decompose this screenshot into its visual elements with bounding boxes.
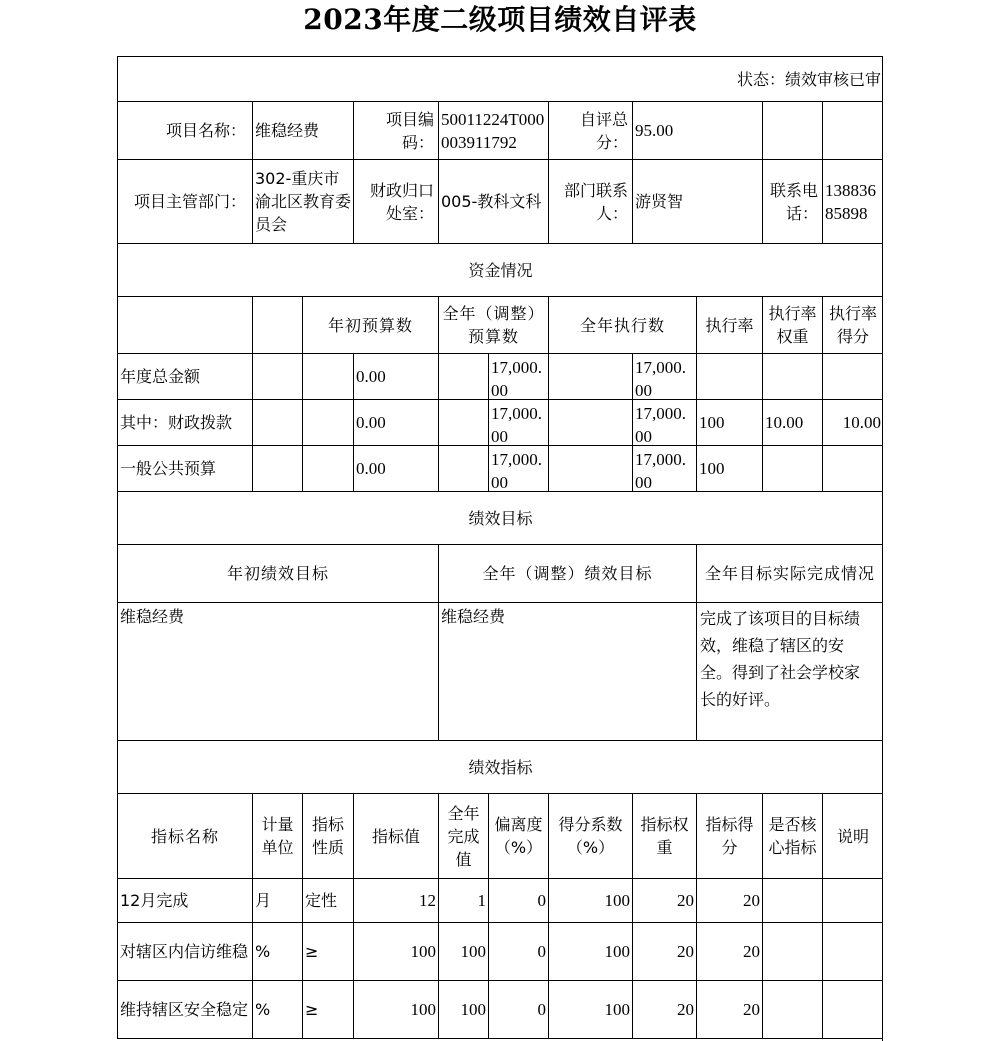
contact-label: 部门联系人：: [548, 159, 632, 243]
ind-name: 12月完成: [117, 878, 252, 922]
funds-initial: 0.00: [353, 445, 438, 491]
ind-coef: 100: [548, 878, 632, 922]
goals-header-actual: 全年目标实际完成情况: [696, 544, 883, 602]
funds-initial: 0.00: [353, 353, 438, 399]
ind-score: 20: [696, 878, 762, 922]
ind-header-note: 说明: [822, 793, 883, 878]
ind-weight: 20: [632, 878, 696, 922]
project-name-value: 维稳经费: [252, 101, 353, 159]
ind-note: [822, 922, 883, 980]
ind-header-name: 指标名称: [117, 793, 252, 878]
funds-initial: 0.00: [353, 399, 438, 445]
empty-cell: [302, 445, 353, 491]
ind-score: 20: [696, 922, 762, 980]
empty-cell: [762, 101, 822, 159]
funds-header-rate: 执行率: [696, 296, 762, 353]
dept-value: 302-重庆市渝北区教育委员会: [252, 159, 353, 243]
indicators-section-title: 绩效指标: [117, 740, 883, 793]
finance-value: 005-教科文科: [438, 159, 548, 243]
funds-adjusted: 17,000.00: [488, 445, 548, 491]
empty-cell: [302, 399, 353, 445]
funds-header-initial: 年初预算数: [302, 296, 438, 353]
ind-header-core: 是否核心指标: [762, 793, 822, 878]
dept-label: 项目主管部门：: [117, 159, 252, 243]
empty-cell: [822, 101, 883, 159]
project-code-value: 50011224T000003911792: [438, 101, 548, 159]
ind-nature: ≥: [302, 980, 353, 1038]
funds-header-score: 执行率得分: [822, 296, 883, 353]
ind-dev: 0: [488, 980, 548, 1038]
ind-dev: 0: [488, 922, 548, 980]
ind-nature: ≥: [302, 922, 353, 980]
empty-cell: [548, 445, 632, 491]
funds-weight: [762, 445, 822, 491]
phone-label: 联系电话：: [762, 159, 822, 243]
funds-header-weight: 执行率权重: [762, 296, 822, 353]
ind-coef: 100: [548, 980, 632, 1038]
ind-note: [822, 980, 883, 1038]
ind-unit: %: [252, 922, 302, 980]
empty-cell: [117, 296, 252, 353]
ind-weight: 20: [632, 922, 696, 980]
ind-coef: 100: [548, 922, 632, 980]
empty-cell: [252, 445, 302, 491]
score-label: 自评总分：: [548, 101, 632, 159]
ind-header-unit: 计量单位: [252, 793, 302, 878]
finance-label: 财政归口处室：: [353, 159, 438, 243]
table-bottom-border: [117, 1038, 883, 1039]
ind-header-dev: 偏离度（%）: [488, 793, 548, 878]
contact-value: 游贤智: [632, 159, 762, 243]
status-text: 状态：绩效审核已审: [117, 56, 883, 101]
ind-done: 1: [438, 878, 488, 922]
page-title: 2023年度二级项目绩效自评表: [303, 3, 697, 36]
ind-header-coef: 得分系数（%）: [548, 793, 632, 878]
empty-cell: [548, 353, 632, 399]
funds-executed: 17,000.00: [632, 445, 696, 491]
funds-header-executed: 全年执行数: [548, 296, 696, 353]
funds-score: [822, 353, 883, 399]
funds-row-label: 其中：财政拨款: [117, 399, 252, 445]
goals-header-adjusted: 全年（调整）绩效目标: [438, 544, 696, 602]
phone-value: 13883685898: [822, 159, 883, 243]
ind-name: 对辖区内信访维稳: [117, 922, 252, 980]
funds-row-label: 年度总金额: [117, 353, 252, 399]
ind-done: 100: [438, 980, 488, 1038]
ind-header-done: 全年完成值: [438, 793, 488, 878]
funds-rate: 100: [696, 399, 762, 445]
goals-actual-text: 完成了该项目的目标绩效，维稳了辖区的安全。得到了社会学校家长的好评。: [696, 602, 883, 740]
empty-cell: [438, 399, 488, 445]
empty-cell: [302, 353, 353, 399]
empty-cell: [252, 353, 302, 399]
funds-adjusted: 17,000.00: [488, 399, 548, 445]
ind-dev: 0: [488, 878, 548, 922]
empty-cell: [252, 296, 302, 353]
ind-name: 维持辖区安全稳定: [117, 980, 252, 1038]
funds-rate: 100: [696, 445, 762, 491]
funds-row-label: 一般公共预算: [117, 445, 252, 491]
ind-header-weight: 指标权重: [632, 793, 696, 878]
funds-score: 10.00: [822, 399, 883, 445]
project-code-label: 项目编码：: [353, 101, 438, 159]
ind-done: 100: [438, 922, 488, 980]
empty-cell: [438, 445, 488, 491]
ind-weight: 20: [632, 980, 696, 1038]
goals-adjusted-text: 维稳经费: [438, 602, 696, 740]
ind-unit: %: [252, 980, 302, 1038]
ind-target: 12: [353, 878, 438, 922]
goals-header-initial: 年初绩效目标: [117, 544, 438, 602]
empty-cell: [548, 399, 632, 445]
ind-nature: 定性: [302, 878, 353, 922]
ind-header-target: 指标值: [353, 793, 438, 878]
ind-core: [762, 878, 822, 922]
funds-weight: [762, 353, 822, 399]
ind-score: 20: [696, 980, 762, 1038]
funds-score: [822, 445, 883, 491]
ind-note: [822, 878, 883, 922]
funds-header-adjusted: 全年（调整）预算数: [438, 296, 548, 353]
funds-adjusted: 17,000.00: [488, 353, 548, 399]
project-name-label: 项目名称：: [117, 101, 252, 159]
funds-executed: 17,000.00: [632, 353, 696, 399]
ind-unit: 月: [252, 878, 302, 922]
ind-target: 100: [353, 980, 438, 1038]
empty-cell: [252, 399, 302, 445]
ind-target: 100: [353, 922, 438, 980]
score-value: 95.00: [632, 101, 762, 159]
empty-cell: [438, 353, 488, 399]
goals-initial-text: 维稳经费: [117, 602, 438, 740]
evaluation-table: [117, 56, 883, 1041]
funds-rate: [696, 353, 762, 399]
ind-header-nature: 指标性质: [302, 793, 353, 878]
ind-header-score: 指标得分: [696, 793, 762, 878]
goals-section-title: 绩效目标: [117, 491, 883, 544]
ind-core: [762, 922, 822, 980]
funds-section-title: 资金情况: [117, 243, 883, 296]
funds-executed: 17,000.00: [632, 399, 696, 445]
ind-core: [762, 980, 822, 1038]
funds-weight: 10.00: [762, 399, 822, 445]
